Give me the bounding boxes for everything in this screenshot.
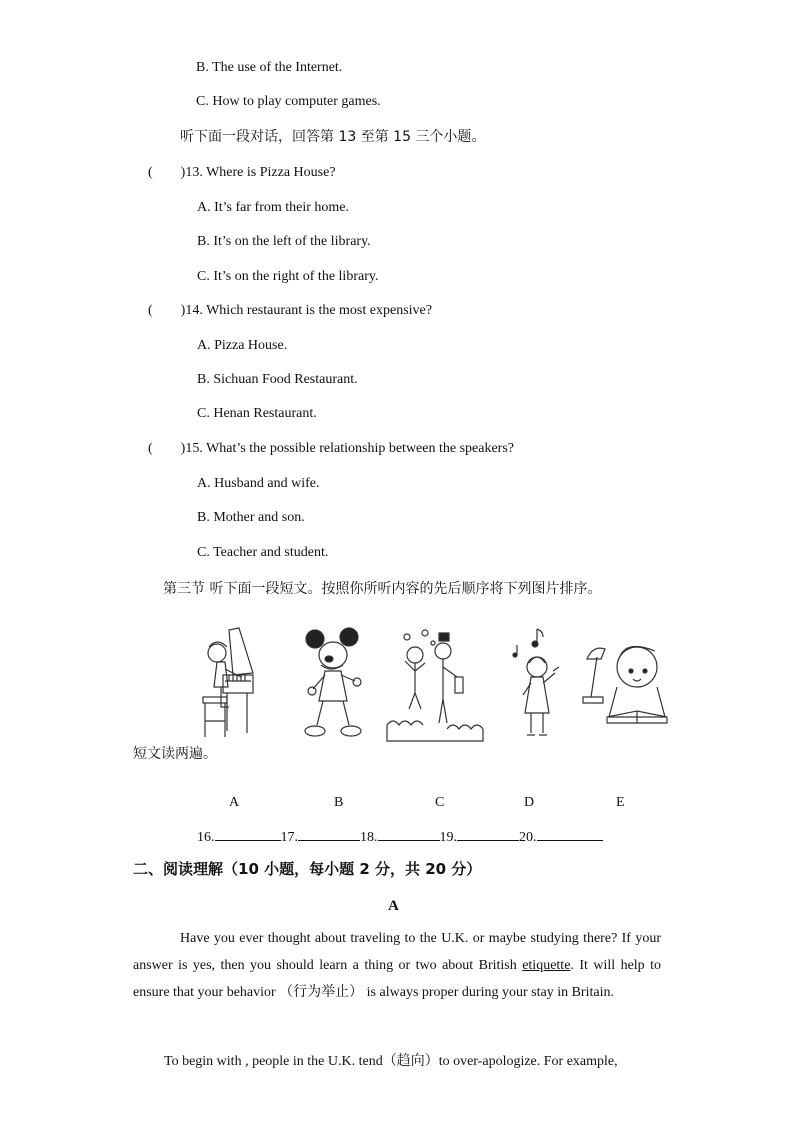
answer-number: 18. (360, 830, 378, 845)
answer-bracket[interactable]: ( (148, 303, 153, 318)
picture-letter-b: B (334, 795, 344, 810)
q14-option-c: C. Henan Restaurant. (197, 406, 317, 421)
passage-label: A (388, 898, 399, 914)
q13-option-c: C. It’s on the right of the library. (197, 269, 379, 284)
question-13 (148, 164, 336, 182)
picture-letter-a: A (229, 795, 240, 810)
answer-blanks-row (197, 828, 603, 847)
answer-number: 19. (439, 830, 457, 845)
q15-option-b: B. Mother and son. (197, 510, 305, 525)
answer-blank-16[interactable] (215, 828, 281, 841)
answer-blank-19[interactable] (457, 828, 519, 841)
picture-letter-e: E (616, 795, 625, 810)
picture-row (195, 625, 675, 745)
read-twice-note: 短文读两遍。 (133, 746, 217, 762)
piano-player-icon (195, 625, 255, 743)
question-number: )14. (180, 303, 203, 318)
q12-option-b: B. The use of the Internet. (196, 60, 343, 75)
q15-option-a: A. Husband and wife. (197, 476, 320, 491)
magic-show-icon (385, 625, 485, 743)
boy-studying-icon (579, 625, 671, 743)
passage-text: . It will help to ensure that your behavior （行为举止） is always proper during your stay in Britain. (133, 958, 661, 1000)
dialogue-instruction: 听下面一段对话，回答第 13 至第 15 三个小题。 (180, 129, 486, 145)
answer-number: 20. (519, 830, 537, 845)
underlined-word: etiquette (522, 958, 571, 973)
answer-bracket[interactable]: ( (148, 441, 153, 456)
answer-number: 17. (280, 830, 298, 845)
question-text: What’s the possible relationship between the speakers? (206, 441, 514, 456)
q14-option-a: A. Pizza House. (197, 338, 288, 353)
picture-letter-d: D (524, 795, 535, 810)
question-text: Where is Pizza House? (206, 165, 336, 180)
answer-blank-20[interactable] (537, 828, 603, 841)
question-14 (148, 302, 432, 320)
question-text: Which restaurant is the most expensive? (206, 303, 432, 318)
passage-paragraph-1 (133, 925, 661, 1006)
passage-text: Have you ever thought about traveling to the U.K. or maybe studying there? If your answer is yes, then you should learn a thing or two about British (133, 931, 661, 973)
q13-option-b: B. It’s on the left of the library. (197, 234, 371, 249)
section3-title: 第三节 听下面一段短文。按照你所听内容的先后顺序将下列图片排序。 (163, 581, 602, 597)
girl-singing-icon (509, 625, 567, 743)
mickey-mouse-icon (303, 625, 365, 743)
q13-option-a: A. It’s far from their home. (197, 200, 350, 215)
answer-bracket[interactable]: ( (148, 165, 153, 180)
q12-option-c: C. How to play computer games. (196, 94, 381, 109)
q15-option-c: C. Teacher and student. (197, 545, 329, 560)
question-15 (148, 440, 514, 458)
answer-blank-18[interactable] (378, 828, 440, 841)
part2-title: 二、阅读理解（10 小题，每小题 2 分，共 20 分） (133, 860, 482, 878)
q14-option-b: B. Sichuan Food Restaurant. (197, 372, 358, 387)
question-number: )13. (180, 165, 203, 180)
answer-blank-17[interactable] (298, 828, 360, 841)
answer-number: 16. (197, 830, 215, 845)
question-number: )15. (180, 441, 203, 456)
picture-letter-c: C (435, 795, 445, 810)
passage-paragraph-2: To begin with , people in the U.K. tend（趋向）to over-apologize. For example, (164, 1054, 618, 1069)
